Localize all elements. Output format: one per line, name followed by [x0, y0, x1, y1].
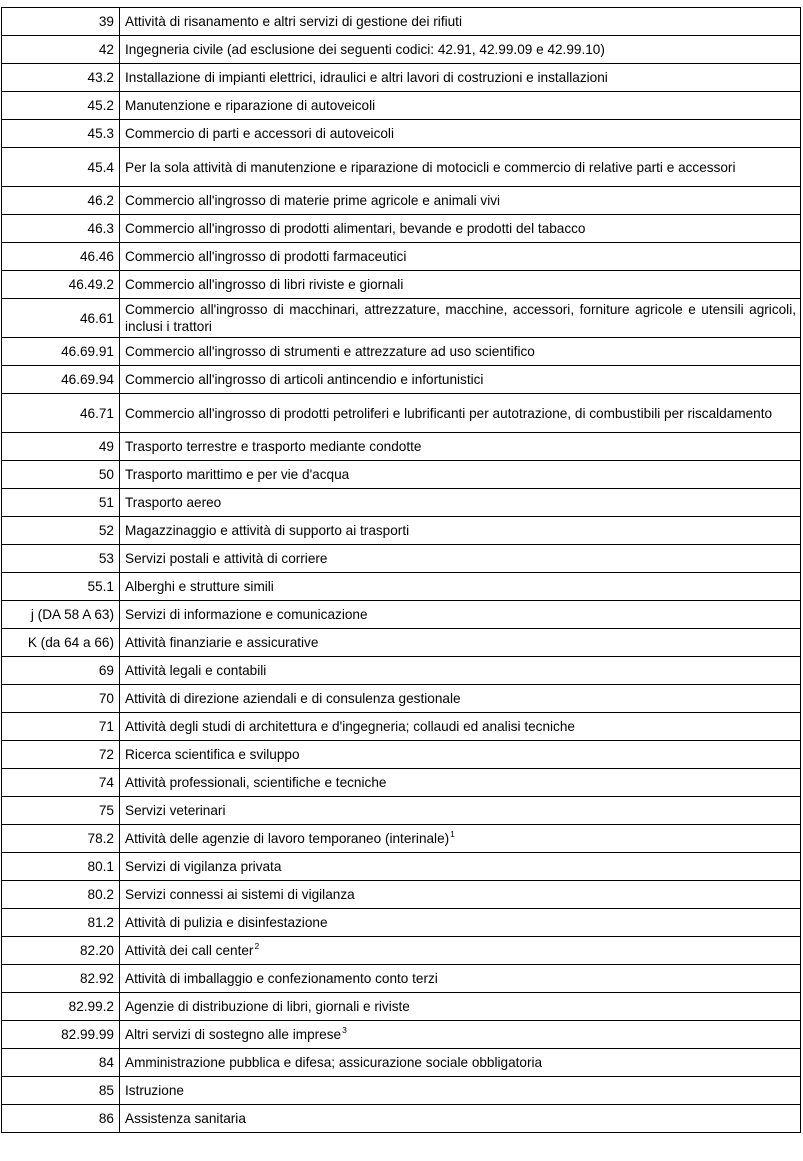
activity-description-cell	[120, 629, 801, 657]
activity-code-cell: 82.99.99	[2, 1021, 120, 1049]
activity-description-cell	[120, 657, 801, 685]
activity-description-cell	[120, 713, 801, 741]
table-row	[2, 629, 801, 657]
activity-code-cell: 46.2	[2, 187, 120, 215]
activity-code-cell: 46.49.2	[2, 271, 120, 299]
activity-description-text: Commercio all'ingrosso di articoli antincendio e infortunistici	[125, 372, 484, 387]
activity-description-text: Servizi connessi ai sistemi di vigilanza	[125, 887, 355, 902]
activity-description-text: Amministrazione pubblica e difesa; assicurazione sociale obbligatoria	[125, 1055, 543, 1070]
activity-code-cell: 53	[2, 545, 120, 573]
activity-description-text: Attività di pulizia e disinfestazione	[125, 915, 328, 930]
table-row	[2, 489, 801, 517]
activity-description-cell	[120, 769, 801, 797]
activity-description-text: Magazzinaggio e attività di supporto ai trasporti	[125, 523, 410, 538]
table-row	[2, 825, 801, 853]
activity-description-cell	[120, 937, 801, 965]
activity-description-text: Attività legali e contabili	[125, 663, 267, 678]
activity-code-cell: 86	[2, 1105, 120, 1133]
activity-description-cell	[120, 573, 801, 601]
table-row	[2, 366, 801, 394]
activity-description-cell	[120, 461, 801, 489]
activity-code-cell: 43.2	[2, 64, 120, 92]
activity-code-cell: 45.4	[2, 148, 120, 187]
activity-description-cell	[120, 685, 801, 713]
activity-code-cell: 39	[2, 8, 120, 36]
table-row	[2, 8, 801, 36]
table-row	[2, 1021, 801, 1049]
table-row	[2, 573, 801, 601]
table-row	[2, 685, 801, 713]
activity-description-cell	[120, 881, 801, 909]
ateco-codes-table	[1, 7, 801, 1133]
activity-description-text: Attività di direzione aziendali e di consulenza gestionale	[125, 691, 461, 706]
activity-description-text: Ricerca scientifica e sviluppo	[125, 747, 300, 762]
activity-description-text: Manutenzione e riparazione di autoveicoli	[125, 98, 376, 113]
activity-description-cell	[120, 8, 801, 36]
activity-description-cell	[120, 797, 801, 825]
activity-description-text: Commercio all'ingrosso di prodotti petroliferi e lubrificanti per autotrazione, di combustibili per riscaldamento	[125, 405, 773, 421]
table-row	[2, 187, 801, 215]
table-row	[2, 299, 801, 338]
table-row	[2, 243, 801, 271]
activity-description-text: Alberghi e strutture simili	[125, 579, 274, 594]
activity-code-cell: 74	[2, 769, 120, 797]
activity-code-cell: 49	[2, 433, 120, 461]
activity-description-cell	[120, 299, 801, 338]
activity-description-cell	[120, 1049, 801, 1077]
activity-code-cell: 85	[2, 1077, 120, 1105]
activity-description-text: Commercio all'ingrosso di prodotti farmaceutici	[125, 249, 407, 264]
table-row	[2, 338, 801, 366]
activity-code-cell: 78.2	[2, 825, 120, 853]
activity-description-text: Servizi di vigilanza privata	[125, 859, 282, 874]
activity-code-cell: 82.92	[2, 965, 120, 993]
activity-description-cell	[120, 825, 801, 853]
activity-description-cell	[120, 433, 801, 461]
table-row	[2, 64, 801, 92]
activity-description-text: Trasporto marittimo e per vie d'acqua	[125, 467, 350, 482]
activity-code-cell: 45.2	[2, 92, 120, 120]
document-page	[1, 7, 800, 1133]
activity-code-cell: 50	[2, 461, 120, 489]
table-row	[2, 965, 801, 993]
activity-description-text: Commercio di parti e accessori di autoveicoli	[125, 126, 394, 141]
table-row	[2, 92, 801, 120]
activity-description-text: Trasporto terrestre e trasporto mediante condotte	[125, 439, 422, 454]
activity-description-cell	[120, 909, 801, 937]
activity-description-cell	[120, 489, 801, 517]
footnote-marker: 1	[450, 829, 455, 839]
activity-description-cell	[120, 36, 801, 64]
table-row	[2, 394, 801, 433]
activity-description-text: Assistenza sanitaria	[125, 1111, 246, 1126]
table-row	[2, 433, 801, 461]
activity-code-cell: 46.61	[2, 299, 120, 338]
activity-description-cell	[120, 545, 801, 573]
activity-description-text: Commercio all'ingrosso di materie prime agricole e animali vivi	[125, 193, 501, 208]
activity-description-text: Istruzione	[125, 1083, 184, 1098]
activity-description-text: Commercio all'ingrosso di macchinari, attrezzature, macchine, accessori, forniture agricole e utensili agricoli, inclusi i trattori	[125, 302, 796, 334]
table-row	[2, 797, 801, 825]
activity-code-cell: 72	[2, 741, 120, 769]
activity-description-cell	[120, 148, 801, 187]
table-row	[2, 215, 801, 243]
activity-code-cell: 46.71	[2, 394, 120, 433]
activity-code-cell: 51	[2, 489, 120, 517]
activity-description-cell	[120, 517, 801, 545]
table-row	[2, 461, 801, 489]
activity-description-cell	[120, 366, 801, 394]
activity-description-cell	[120, 1021, 801, 1049]
activity-code-cell: 80.1	[2, 853, 120, 881]
activity-description-cell	[120, 120, 801, 148]
table-row	[2, 1049, 801, 1077]
activity-description-cell	[120, 1077, 801, 1105]
table-row	[2, 517, 801, 545]
activity-code-cell: 70	[2, 685, 120, 713]
activity-code-cell: 69	[2, 657, 120, 685]
activity-code-cell: K (da 64 a 66)	[2, 629, 120, 657]
table-row	[2, 1105, 801, 1133]
activity-code-cell: 42	[2, 36, 120, 64]
activity-description-cell	[120, 92, 801, 120]
activity-description-text: Attività finanziarie e assicurative	[125, 635, 319, 650]
activity-description-text: Trasporto aereo	[125, 495, 222, 510]
activity-description-text: Servizi postali e attività di corriere	[125, 551, 328, 566]
table-row	[2, 120, 801, 148]
activity-description-text: Altri servizi di sostegno alle imprese	[125, 1027, 342, 1042]
activity-description-text: Commercio all'ingrosso di strumenti e attrezzature ad uso scientifico	[125, 344, 535, 359]
table-row	[2, 713, 801, 741]
activity-code-cell: 55.1	[2, 573, 120, 601]
activity-description-cell	[120, 215, 801, 243]
activity-code-cell: 80.2	[2, 881, 120, 909]
table-row	[2, 993, 801, 1021]
footnote-marker: 3	[342, 1025, 347, 1035]
activity-description-cell	[120, 394, 801, 433]
table-row	[2, 909, 801, 937]
table-row	[2, 769, 801, 797]
table-row	[2, 937, 801, 965]
activity-code-cell: 71	[2, 713, 120, 741]
activity-description-cell	[120, 187, 801, 215]
activity-description-text: Attività dei call center	[125, 943, 254, 958]
table-row	[2, 741, 801, 769]
activity-description-cell	[120, 64, 801, 92]
activity-code-cell: 46.3	[2, 215, 120, 243]
table-row	[2, 657, 801, 685]
table-row	[2, 545, 801, 573]
activity-description-cell	[120, 741, 801, 769]
activity-description-text: Ingegneria civile (ad esclusione dei seguenti codici: 42.91, 42.99.09 e 42.99.10)	[125, 42, 605, 57]
activity-description-text: Servizi di informazione e comunicazione	[125, 607, 368, 622]
activity-description-text: Servizi veterinari	[125, 803, 226, 818]
activity-description-text: Attività delle agenzie di lavoro temporaneo (interinale)	[125, 831, 450, 846]
activity-description-cell	[120, 271, 801, 299]
activity-description-text: Attività di imballaggio e confezionamento conto terzi	[125, 971, 438, 986]
activity-description-text: Attività di risanamento e altri servizi di gestione dei rifiuti	[125, 14, 462, 29]
activity-description-text: Attività professionali, scientifiche e tecniche	[125, 775, 387, 790]
activity-code-cell: 52	[2, 517, 120, 545]
activity-description-cell	[120, 338, 801, 366]
activity-code-cell: 81.2	[2, 909, 120, 937]
activity-description-text: Commercio all'ingrosso di libri riviste e giornali	[125, 277, 404, 292]
table-row	[2, 36, 801, 64]
activity-description-cell	[120, 243, 801, 271]
table-row	[2, 1077, 801, 1105]
activity-description-cell	[120, 853, 801, 881]
activity-code-cell: 45.3	[2, 120, 120, 148]
activity-code-cell: 46.46	[2, 243, 120, 271]
activity-description-text: Agenzie di distribuzione di libri, giornali e riviste	[125, 999, 410, 1014]
footnote-marker: 2	[254, 941, 260, 951]
activity-code-cell: 82.99.2	[2, 993, 120, 1021]
activity-code-cell: 84	[2, 1049, 120, 1077]
activity-description-cell	[120, 993, 801, 1021]
activity-description-cell	[120, 601, 801, 629]
activity-description-text: Commercio all'ingrosso di prodotti alimentari, bevande e prodotti del tabacco	[125, 221, 586, 236]
activity-code-cell: 75	[2, 797, 120, 825]
activity-description-text: Attività degli studi di architettura e d'ingegneria; collaudi ed analisi tecniche	[125, 719, 575, 734]
activity-code-cell: 46.69.94	[2, 366, 120, 394]
table-row	[2, 148, 801, 187]
table-row	[2, 271, 801, 299]
table-row	[2, 853, 801, 881]
activity-code-cell: 46.69.91	[2, 338, 120, 366]
activity-description-text: Installazione di impianti elettrici, idraulici e altri lavori di costruzioni e installazioni	[125, 70, 608, 85]
activity-code-cell: j (DA 58 A 63)	[2, 601, 120, 629]
activity-description-text: Per la sola attività di manutenzione e riparazione di motocicli e commercio di relative parti e accessori	[125, 159, 736, 175]
activity-description-cell	[120, 1105, 801, 1133]
table-row	[2, 881, 801, 909]
table-row	[2, 601, 801, 629]
activity-description-cell	[120, 965, 801, 993]
table-body	[2, 8, 801, 1133]
activity-code-cell: 82.20	[2, 937, 120, 965]
